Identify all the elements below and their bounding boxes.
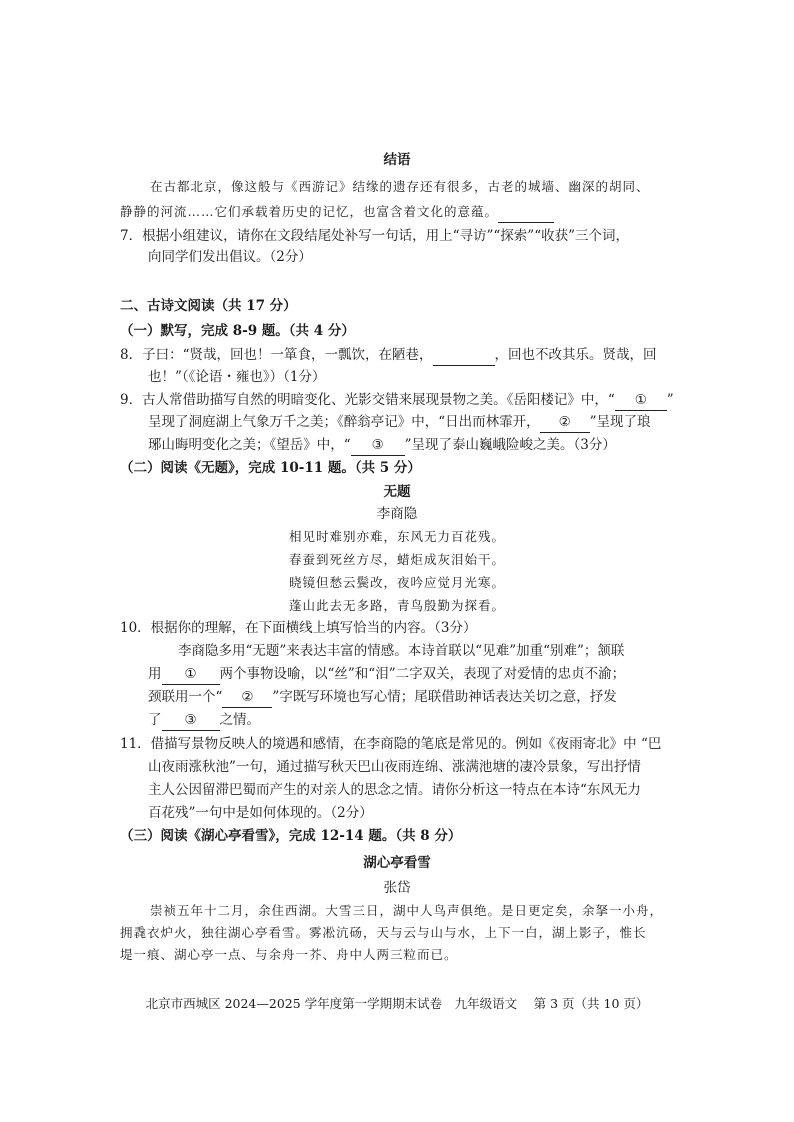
- q10-line3: [148, 664, 625, 685]
- page-footer: 北京市西城区 2024—2025 学年度第一学期期末试卷 九年级语文 第 3 页（共 10 页）: [145, 996, 649, 1011]
- q10-line1: 10．根据你的理解，在下面横线上填写恰当的内容。（3分）: [120, 620, 477, 636]
- essay-line1: 崇祯五年十二月，余住西湖。大雪三日，湖中人鸟声俱绝。是日更定矣，余拏一小舟，: [150, 903, 664, 918]
- q9-line2-text-b: ”呈现了琅: [589, 414, 651, 430]
- part2-sub2: （二）阅读《无题》，完成 10-11 题。（共 5 分）: [120, 460, 421, 476]
- q11-line2: 山夜雨涨秋池”一句，通过描写秋天巴山夜雨连绵、涨满池塘的凄冷景象，写出抒情: [148, 759, 641, 775]
- q10-blank-1[interactable]: ①: [162, 664, 220, 685]
- q7-line1: 7．根据小组建议，请你在文段结尾处补写一句话，用上“寻访”“探索”“收获”三个词，: [120, 228, 629, 244]
- q9-line3: [148, 435, 616, 456]
- q9-line2: [148, 412, 651, 433]
- part2-sub1: （一）默写，完成 8-9 题。（共 4 分）: [120, 323, 355, 339]
- poem-line-1: 相见时难别亦难，东风无力百花残。: [288, 529, 505, 544]
- jieyu-para-line1: 在古都北京，像这般与《西游记》结缘的遗存还有很多，古老的城墙、幽深的胡同、: [150, 179, 650, 194]
- poem-line-2: 春蚕到死丝方尽，蜡炬成灰泪始干。: [288, 552, 505, 567]
- q9-line1-text-b: ”: [666, 392, 674, 408]
- q10-line3-text-a: 用: [148, 666, 162, 682]
- q9-blank-1[interactable]: ①: [615, 390, 667, 411]
- q8-line1-text-a: 8．子曰：“贤哉，回也！一箪食，一瓢饮，在陋巷，: [120, 347, 433, 363]
- jieyu-para-line2-text: 静静的河流……它们承载着历史的记忆，也富含着文化的意蕴。: [120, 204, 499, 219]
- jieyu-answer-blank[interactable]: [498, 202, 554, 223]
- q10-line4-text-b: ”字既写环境也写心情；尾联借助神话表达关切之意，抒发: [272, 689, 617, 705]
- q8-line1-text-b: ，回也不改其乐。贤哉，回: [494, 347, 657, 363]
- q10-line5: [148, 710, 260, 731]
- essay-author: 张岱: [383, 880, 411, 896]
- section-title-jieyu: 结语: [383, 152, 411, 168]
- poem-line-3: 晓镜但愁云鬓改，夜吟应觉月光寒。: [288, 575, 505, 590]
- q9-line3-text-b: ”呈现了泰山巍峨险峻之美。（3分）: [404, 437, 616, 453]
- poem-author: 李商隐: [376, 506, 418, 522]
- q9-blank-2[interactable]: ②: [540, 412, 590, 433]
- q8-line2: 也！”（《论语・雍也》）（1分）: [148, 369, 326, 385]
- q7-line2: 向同学们发出倡议。（2分）: [148, 249, 312, 265]
- essay-title: 湖心亭看雪: [363, 855, 431, 871]
- q10-line2: 李商隐多用“无题”来表达丰富的情感。本诗首联以“见难”加重“别难”；颔联: [178, 643, 625, 659]
- q9-line3-text-a: 琊山晦明变化之美；《望岳》中，“: [148, 437, 351, 453]
- q9-blank-3[interactable]: ③: [351, 435, 405, 456]
- q11-line3: 主人公因留滞巴蜀而产生的对亲人的思念之情。请你分析这一特点在本诗“东风无力: [148, 782, 641, 798]
- part2-title: 二、古诗文阅读（共 17 分）: [120, 298, 297, 314]
- q8-line1: [120, 345, 657, 366]
- q10-blank-3[interactable]: ③: [162, 710, 220, 731]
- q9-line1-text-a: 9．古人常借助描写自然的明暗变化、光影交错来展现景物之美。《岳阳楼记》中，“: [120, 392, 615, 408]
- q10-blank-2[interactable]: ②: [222, 687, 272, 708]
- q8-answer-blank[interactable]: [433, 345, 495, 366]
- q10-line4-text-a: 颈联用一个“: [148, 689, 223, 705]
- essay-line2: 拥毳衣炉火，独往湖心亭看雪。雾凇沆砀，天与云与山与水，上下一白，湖上影子，惟长: [120, 925, 647, 940]
- q11-line1: 11．借描写景物反映人的境遇和感情，在李商隐的笔底是常见的。例如《夜雨寄北》中 “巴: [120, 736, 662, 752]
- q9-line2-text-a: 呈现了洞庭湖上气象万千之美；《醉翁亭记》中，“日出而林霏开，: [148, 414, 540, 430]
- q10-line3-text-b: 两个事物设喻，以“丝”和“泪”二字双关，表现了对爱情的忠贞不渝；: [219, 666, 626, 682]
- essay-line3: 堤一痕、湖心亭一点、与余舟一芥、舟中人两三粒而已。: [120, 947, 458, 962]
- q10-line5-text-b: 之情。: [219, 712, 260, 728]
- q10-line5-text-a: 了: [148, 712, 162, 728]
- q10-line4: [148, 687, 617, 708]
- jieyu-para-line2: [120, 202, 554, 223]
- poem-title: 无题: [383, 484, 411, 500]
- q9-line1: [120, 390, 674, 411]
- part3-sub3: （三）阅读《湖心亭看雪》，完成 12-14 题。（共 8 分）: [120, 828, 462, 844]
- q11-line4: 百花残”一句中是如何体现的。（2分）: [148, 805, 373, 821]
- poem-line-4: 蓬山此去无多路，青鸟殷勤为探看。: [288, 598, 505, 613]
